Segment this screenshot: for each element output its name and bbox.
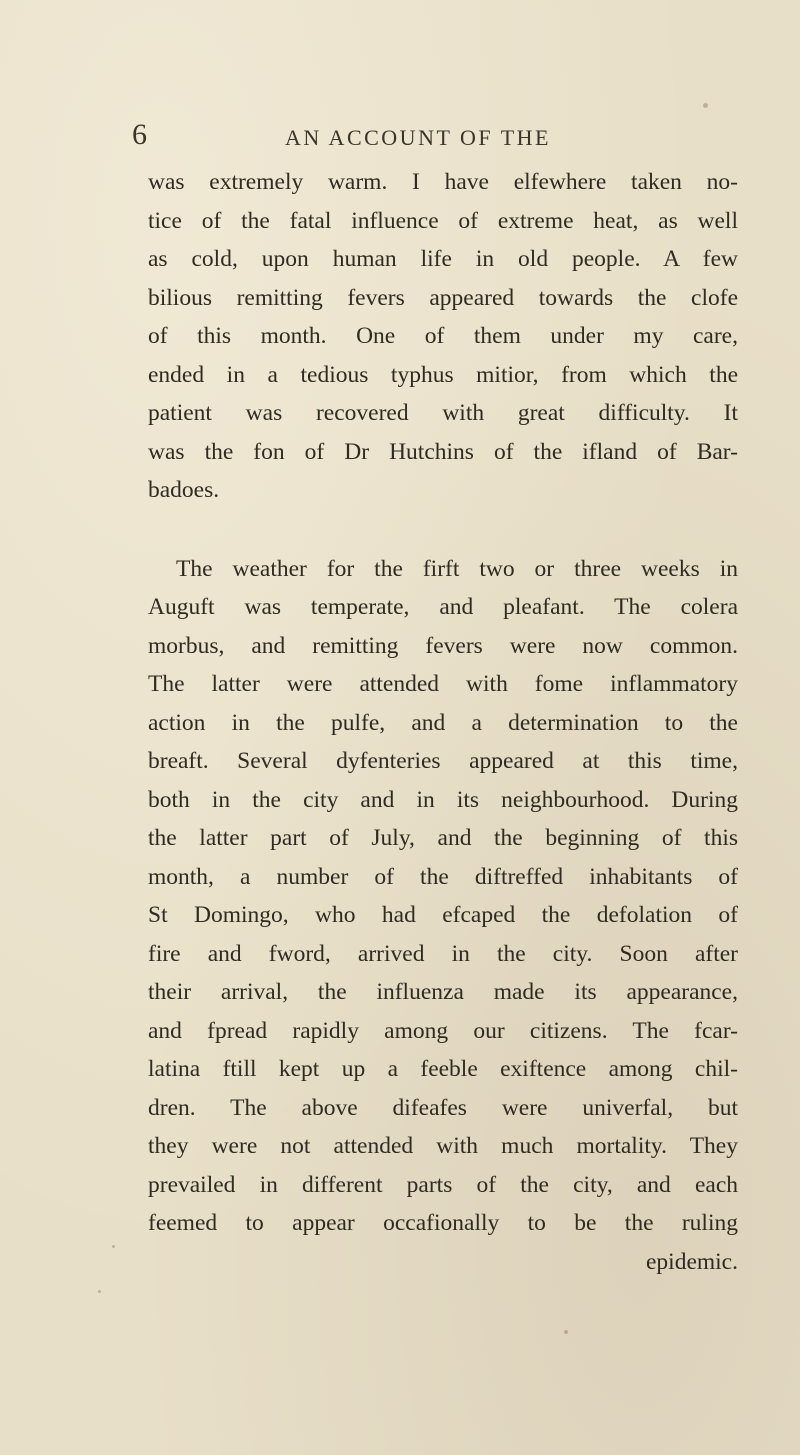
text-line: Auguft was temperate, and pleafant. The colera — [148, 594, 738, 620]
paper-speck — [703, 103, 708, 108]
text-line: and fpread rapidly among our citizens. The fcar- — [148, 1017, 738, 1044]
text-line: the latter part of July, and the beginning of this — [148, 825, 738, 851]
body-text — [148, 163, 738, 1281]
paragraph-1 — [148, 163, 738, 510]
running-head: AN ACCOUNT OF THE — [285, 125, 551, 150]
text-line: breaft. Several dyfenteries appeared at this time, — [148, 748, 738, 774]
paper-speck — [564, 1330, 568, 1334]
text-line: as cold, upon human life in old people. A few — [148, 246, 738, 272]
text-line: bilious remitting fevers appeared towards the clofe — [148, 284, 738, 311]
text-line: was extremely warm. I have elfewhere taken no- — [148, 169, 738, 195]
text-line: month, a number of the diftreffed inhabitants of — [148, 863, 738, 890]
paper-speck — [112, 1245, 115, 1248]
text-line: morbus, and remitting fevers were now common. — [148, 632, 738, 659]
text-line: St Domingo, who had efcaped the defolation of — [148, 902, 738, 928]
text-line: feemed to appear occafionally to be the ruling — [148, 1210, 738, 1236]
text-line: badoes. — [148, 477, 220, 503]
text-line: both in the city and in its neighbourhood. During — [148, 786, 738, 813]
text-line: prevailed in different parts of the city, and each — [148, 1171, 738, 1198]
paragraph-spacer — [148, 510, 738, 550]
page-number: 6 — [132, 118, 147, 151]
text-line: ended in a tedious typhus mitior, from which the — [148, 361, 738, 388]
paragraph-2 — [148, 550, 738, 1282]
text-line: was the fon of Dr Hutchins of the ifland of Bar- — [148, 438, 738, 465]
text-line: The weather for the firft two or three weeks in — [176, 555, 738, 582]
text-line: of this month. One of them under my care, — [148, 323, 738, 349]
text-line: The latter were attended with fome inflammatory — [148, 671, 738, 697]
text-line: tice of the fatal influence of extreme heat, as well — [148, 207, 738, 234]
text-line: patient was recovered with great difficulty. It — [148, 400, 738, 426]
text-line: they were not attended with much mortality. They — [148, 1133, 738, 1159]
page-header — [0, 120, 800, 160]
text-line: action in the pulfe, and a determination to the — [148, 709, 738, 736]
text-line: dren. The above difeafes were univerfal, but — [148, 1094, 738, 1121]
paper-speck — [98, 1290, 101, 1293]
text-line: fire and fword, arrived in the city. Soon after — [148, 940, 738, 967]
text-line: latina ftill kept up a feeble exiftence among chil- — [148, 1056, 738, 1082]
catchword: epidemic. — [645, 1248, 738, 1275]
text-line: their arrival, the influenza made its appearance, — [148, 979, 738, 1005]
